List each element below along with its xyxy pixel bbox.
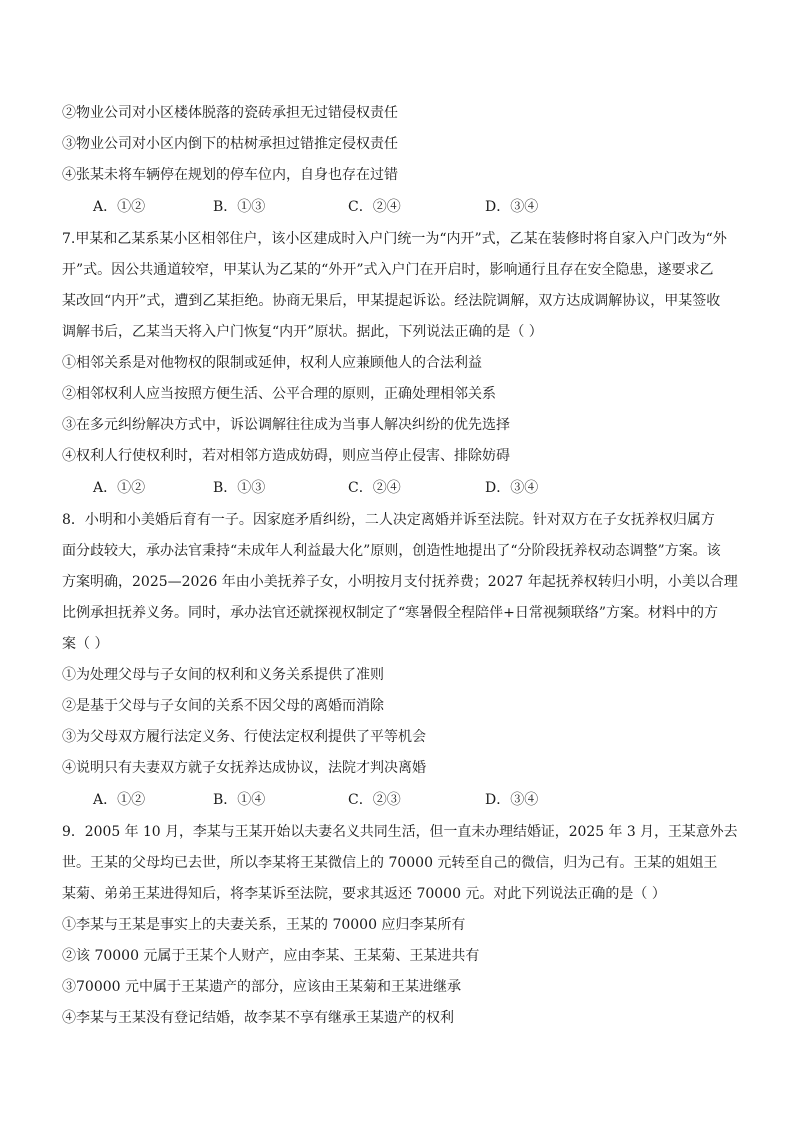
q8-stem-line-2: 面分歧较大，承办法官秉持“未成年人利益最大化”原则，创造性地提出了“分阶段抚养权动态调整”方案。该 <box>62 543 721 559</box>
q8-option-d[interactable]: D．③④ <box>485 792 539 808</box>
q9-stem-line-1: 9．2005 年 10 月，李某与王某开始以夫妻名义共同生活，但一直未办理结婚证，2025 年 3 月，王某意外去 <box>62 824 738 840</box>
q9-item-2: ②该 70000 元属于王某个人财产，应由李某、王某菊、王某进共有 <box>62 948 480 964</box>
q7-item-1: ①相邻关系是对他物权的限制或延伸，权利人应兼顾他人的合法利益 <box>62 355 482 371</box>
q8-stem-line-5: 案（ ） <box>62 636 109 652</box>
q6-options <box>93 197 653 217</box>
q7-stem-line-2: 开”式。因公共通道较窄，甲某认为乙某的“外开”式入户门在开启时，影响通行且存在安全隐患，遂要求乙 <box>62 262 714 278</box>
q9-item-4: ④李某与王某没有登记结婚，故李某不享有继承王某遗产的权利 <box>62 1010 454 1026</box>
q9-stem-line-2: 世。王某的父母均已去世，所以李某将王某微信上的 70000 元转至自己的微信，归为己有。王某的姐姐王 <box>62 855 718 871</box>
q7-item-3: ③在多元纠纷解决方式中，诉讼调解往往成为当事人解决纠纷的优先选择 <box>62 417 510 433</box>
q6-option-c[interactable]: C．②④ <box>348 199 401 215</box>
q7-stem-line-4: 调解书后，乙某当天将入户门恢复“内开”原状。据此，下列说法正确的是（ ） <box>62 324 543 340</box>
q7-stem-line-1: 7.甲某和乙某系某小区相邻住户，该小区建成时入户门统一为“内开”式，乙某在装修时将自家入户门改为“外 <box>62 231 727 247</box>
q8-stem-line-3: 方案明确，2025—2026 年由小美抚养子女，小明按月支付抚养费；2027 年起抚养权转归小明，小美以合理 <box>62 574 738 590</box>
q8-item-2: ②是基于父母与子女间的关系不因父母的离婚而消除 <box>62 698 384 714</box>
q8-item-4: ④说明只有夫妻双方就子女抚养达成协议，法院才判决离婚 <box>62 760 426 776</box>
q7-item-2: ②相邻权利人应当按照方便生活、公平合理的原则，正确处理相邻关系 <box>62 386 496 402</box>
q8-option-b[interactable]: B．①④ <box>213 792 266 808</box>
q9-stem-line-3: 某菊、弟弟王某进得知后，将李某诉至法院，要求其返还 70000 元。对此下列说法正确的是（ ） <box>62 886 666 902</box>
q8-options <box>93 790 653 810</box>
q6-item-4: ④张某未将车辆停在规划的停车位内，自身也存在过错 <box>62 167 398 183</box>
q7-option-a[interactable]: A．①② <box>93 480 146 496</box>
q6-item-3: ③物业公司对小区内倒下的枯树承担过错推定侵权责任 <box>62 136 398 152</box>
q7-option-c[interactable]: C．②④ <box>348 480 401 496</box>
q7-option-d[interactable]: D．③④ <box>485 480 539 496</box>
q8-option-a[interactable]: A．①② <box>93 792 146 808</box>
q9-item-3: ③70000 元中属于王某遗产的部分，应该由王某菊和王某进继承 <box>62 979 461 995</box>
q8-stem-line-1: 8．小明和小美婚后育有一子。因家庭矛盾纠纷，二人决定离婚并诉至法院。针对双方在子女抚养权归属方 <box>62 512 715 528</box>
q7-option-b[interactable]: B．①③ <box>213 480 266 496</box>
q7-item-4: ④权利人行使权利时，若对相邻方造成妨碍，则应当停止侵害、排除妨碍 <box>62 448 510 464</box>
q8-item-3: ③为父母双方履行法定义务、行使法定权利提供了平等机会 <box>62 729 426 745</box>
q6-option-a[interactable]: A．①② <box>93 199 146 215</box>
q8-option-c[interactable]: C．②③ <box>348 792 401 808</box>
q9-item-1: ①李某与王某是事实上的夫妻关系，王某的 70000 应归李某所有 <box>62 917 466 933</box>
q6-option-b[interactable]: B．①③ <box>213 199 266 215</box>
q6-option-d[interactable]: D．③④ <box>485 199 539 215</box>
q8-stem-line-4: 比例承担抚养义务。同时，承办法官还就探视权制定了“寒暑假全程陪伴+日常视频联络”方案。材料中的方 <box>62 605 719 621</box>
q6-item-2: ②物业公司对小区楼体脱落的瓷砖承担无过错侵权责任 <box>62 105 398 121</box>
q7-options <box>93 478 653 498</box>
q8-item-1: ①为处理父母与子女间的权利和义务关系提供了准则 <box>62 667 384 683</box>
q7-stem-line-3: 某改回“内开”式，遭到乙某拒绝。协商无果后，甲某提起诉讼。经法院调解，双方达成调解协议，甲某签收 <box>62 293 721 309</box>
